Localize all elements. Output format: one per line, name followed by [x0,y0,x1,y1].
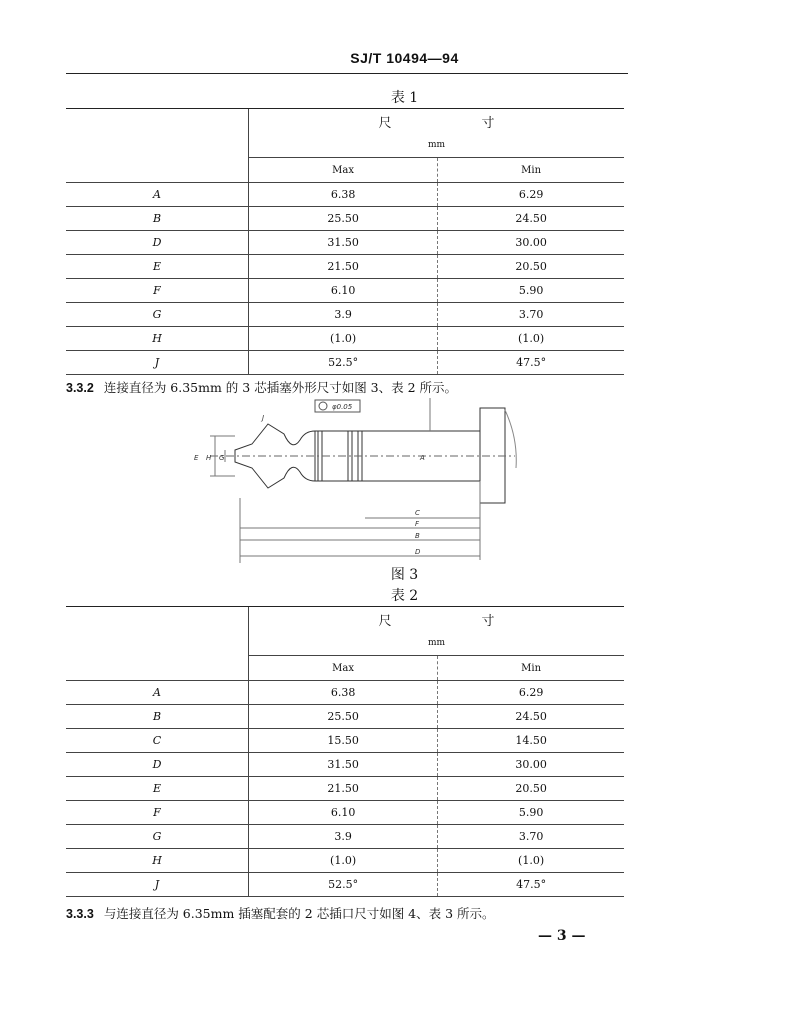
table1 [66,108,624,375]
table-row [66,279,624,303]
row-symbol: A [66,681,249,705]
table-row [66,873,624,897]
fig3-label-b: B [415,532,420,540]
table-row [66,231,624,255]
row-max: 25.50 [249,705,438,729]
row-symbol: E [66,255,249,279]
section-3-3-3-number: 3.3.3 [66,907,94,921]
row-min: 6.29 [438,681,624,705]
row-min: 24.50 [438,207,624,231]
section-3-3-2-number: 3.3.2 [66,381,94,395]
table2-unit: mm [249,631,625,656]
row-max: 21.50 [249,255,438,279]
row-symbol: E [66,777,249,801]
row-max: 21.50 [249,777,438,801]
fig3-label-e: E [194,454,199,462]
row-max: 6.38 [249,183,438,207]
row-min: (1.0) [438,327,624,351]
row-max: 31.50 [249,753,438,777]
table1-caption: 表 1 [390,90,419,106]
table-row [66,681,624,705]
row-max: (1.0) [249,327,438,351]
row-symbol: B [66,705,249,729]
row-symbol: D [66,231,249,255]
fig3-label-a: A [420,454,425,462]
row-min: 47.5° [438,351,624,375]
table1-body [66,183,624,375]
row-max: 15.50 [249,729,438,753]
table2-col-min: Min [438,656,624,681]
header-rule [66,73,628,74]
row-symbol: C [66,729,249,753]
table-row [66,849,624,873]
row-min: 3.70 [438,825,624,849]
table-row [66,825,624,849]
row-max: 3.9 [249,825,438,849]
table2-body [66,681,624,897]
table2-header-row [66,607,624,632]
row-min: 5.90 [438,279,624,303]
table1-col-max: Max [249,158,438,183]
row-symbol: H [66,327,249,351]
row-min: 24.50 [438,705,624,729]
table-row [66,729,624,753]
row-min: 20.50 [438,255,624,279]
row-max: 3.9 [249,303,438,327]
fig3-label-f: F [415,520,420,528]
fig3-label-tolerance: φ0.05 [332,403,353,411]
row-symbol: G [66,303,249,327]
table-row [66,801,624,825]
row-min: 14.50 [438,729,624,753]
row-symbol: A [66,183,249,207]
row-symbol: F [66,279,249,303]
section-3-3-2-text: 连接直径为 6.35mm 的 3 芯插塞外形尺寸如图 3、表 2 所示。 [103,380,458,395]
row-min: 6.29 [438,183,624,207]
row-symbol: B [66,207,249,231]
table2-dimension-header-a: 尺 [378,613,392,629]
row-max: 6.38 [249,681,438,705]
table1-col-min: Min [438,158,624,183]
table-row [66,351,624,375]
table1-header-row [66,109,624,134]
row-min: (1.0) [438,849,624,873]
table2-col-max: Max [249,656,438,681]
table1-unit: mm [249,133,625,158]
table-row [66,207,624,231]
row-symbol: J [66,873,249,897]
table1-dimension-header-b: 寸 [481,115,495,131]
row-max: 52.5° [249,351,438,375]
table1-dimension-header-a: 尺 [378,115,392,131]
table2 [66,606,624,897]
row-max: (1.0) [249,849,438,873]
row-min: 30.00 [438,753,624,777]
row-symbol: J [66,351,249,375]
table-row [66,705,624,729]
figure3-caption: 图 3 [390,567,419,583]
row-min: 3.70 [438,303,624,327]
row-max: 6.10 [249,801,438,825]
row-symbol: D [66,753,249,777]
figure3-plug-drawing [180,398,525,563]
row-min: 47.5° [438,873,624,897]
row-symbol: F [66,801,249,825]
table2-dimension-header-b: 寸 [481,613,495,629]
table-row [66,183,624,207]
row-min: 20.50 [438,777,624,801]
row-max: 52.5° [249,873,438,897]
fig3-label-c: C [415,509,420,517]
table-row [66,303,624,327]
row-max: 25.50 [249,207,438,231]
section-3-3-3 [66,904,666,922]
row-max: 6.10 [249,279,438,303]
row-symbol: H [66,849,249,873]
table-row [66,777,624,801]
row-max: 31.50 [249,231,438,255]
section-3-3-2 [66,378,666,396]
fig3-label-g: G [219,454,225,462]
table-row [66,255,624,279]
fig3-label-j: J [262,414,265,422]
standard-number: SJ/T 10494—94 [350,50,459,66]
table-row [66,327,624,351]
row-min: 30.00 [438,231,624,255]
fig3-label-d: D [415,548,421,556]
fig3-label-h: H [206,454,212,462]
page-number: — 3 — [538,928,586,944]
row-min: 5.90 [438,801,624,825]
table-row [66,753,624,777]
row-symbol: G [66,825,249,849]
table2-caption: 表 2 [390,588,419,604]
section-3-3-3-text: 与连接直径为 6.35mm 插塞配套的 2 芯插口尺寸如图 4、表 3 所示。 [103,906,495,921]
